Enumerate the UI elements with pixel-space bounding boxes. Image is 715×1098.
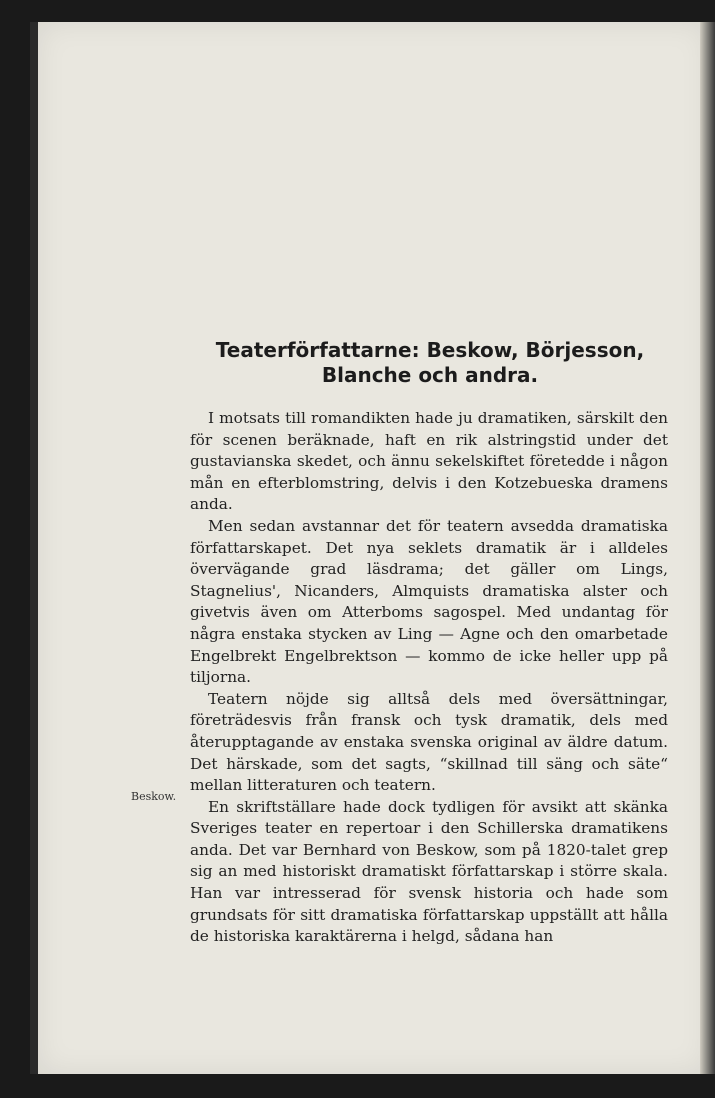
margin-note: Beskow. [131,790,177,803]
chapter-title-line-2: Blanche och andra. [321,363,539,387]
page-gutter-shadow [30,22,38,1074]
paragraph: Men sedan avstannar det för teatern avsedda dramatiska författarskapet. Det nya seklets dramatik är i alldeles övervägande grad läsdrama; det gäller om Lings, Stagnelius', Nicanders, Almquists dramatiska alster och givetvis även om Atterboms sagospel. Med undantag för några enstaka stycken av Ling — Agne och den omarbetade Engelbrekt Engelbrektson — kommo de icke heller upp på tiljorna. [190,516,668,687]
paragraph: Teatern nöjde sig alltså dels med översättningar, företrädesvis från fransk och tysk dramatik, dels med återupptagande av enstaka svenska original av äldre datum. Det härskade, som det sagts, “skillnad till säng och säte“ mellan litteraturen och teatern. [190,689,668,795]
paragraph: I motsats till romandikten hade ju dramatiken, särskilt den för scenen beräknade, haft en rik alstringstid under det gustavianska skedet, och ännu sekelskiftet företedde i någon mån en efterblomstring, delvis i den Kotzebueska dramens anda. [190,409,668,514]
body-text [190,408,668,948]
paragraph: En skriftställare hade dock tydligen för avsikt att skänka Sveriges teater en repertoar i den Schillerska dramatikens anda. Det var Bernhard von Beskow, som på 1820-talet grep sig an med historiskt dramatiskt författarskap i större skala. Han var intresserad för svensk historia och hade som grundsats för sitt dramatiska författarskap uppställt att hålla de historiska karaktärerna i helgd, sådana han [190,797,668,946]
chapter-title-line-1: Teaterförfattarne: Beskow, Börjesson, [215,338,645,362]
chapter-title [190,338,670,388]
page-edge [700,22,715,1074]
